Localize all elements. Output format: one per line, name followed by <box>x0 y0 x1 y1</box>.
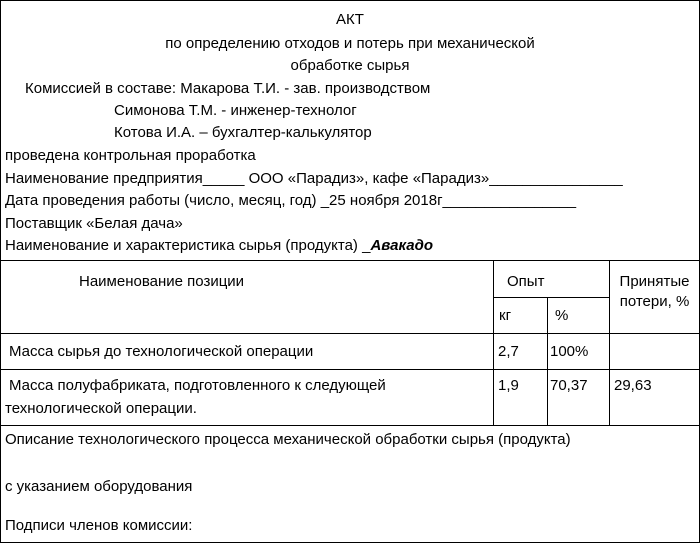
signatures-line: Подписи членов комиссии: <box>5 517 193 534</box>
table-header-experiment: Опыт <box>507 273 545 290</box>
raw-material-line <box>5 235 433 257</box>
document-subtitle-line2: обработке сырья <box>290 57 410 74</box>
table-subheader-border <box>493 297 609 298</box>
table-row-1-percent: 100% <box>550 343 589 360</box>
table-row-2-name-line2: технологической операции. <box>5 400 197 417</box>
table-row-2-losses: 29,63 <box>614 377 652 394</box>
table-bottom-border <box>1 425 699 426</box>
table-row2-border <box>1 369 699 370</box>
table-header-position: Наименование позиции <box>79 273 245 290</box>
table-header-kg: кг <box>499 307 512 324</box>
document-title: АКТ <box>336 11 364 28</box>
supplier-line: Поставщик «Белая дача» <box>5 215 183 232</box>
process-description-line: Описание технологического процесса механической обработки сырья (продукта) <box>5 431 571 448</box>
raw-material-value: Авакадо <box>370 237 434 254</box>
col-divider-name <box>493 260 494 425</box>
table-header-losses-line2: потери, % <box>619 293 690 310</box>
document-subtitle-line1: по определению отходов и потерь при механической <box>165 35 535 52</box>
col-divider-kg <box>547 297 548 425</box>
date-line: Дата проведения работы (число, месяц, год) _25 ноября 2018г________________ <box>5 192 577 209</box>
table-header-percent: % <box>555 307 569 324</box>
table-top-border <box>1 260 699 261</box>
commission-line-2: Симонова Т.М. - инженер-технолог <box>114 102 357 119</box>
commission-line-1: Комиссией в составе: Макарова Т.И. - зав. производством <box>25 80 431 97</box>
raw-material-label: Наименование и характеристика сырья (продукта) _ <box>5 237 371 254</box>
equipment-line: с указанием оборудования <box>5 478 193 495</box>
table-row-2-kg: 1,9 <box>498 377 519 394</box>
table-row-1-name: Масса сырья до технологической операции <box>9 343 314 360</box>
table-row1-border <box>1 333 699 334</box>
table-header-losses-line1: Принятые <box>619 273 690 290</box>
enterprise-line: Наименование предприятия_____ ООО «Парадиз», кафе «Парадиз»________________ <box>5 170 623 187</box>
commission-line-3: Котова И.А. – бухгалтер-калькулятор <box>114 124 372 141</box>
table-row-2-name-line1: Масса полуфабриката, подготовленного к следующей <box>9 377 386 394</box>
control-line: проведена контрольная проработка <box>5 147 256 164</box>
table-row-2-percent: 70,37 <box>550 377 588 394</box>
table-row-1-kg: 2,7 <box>498 343 519 360</box>
